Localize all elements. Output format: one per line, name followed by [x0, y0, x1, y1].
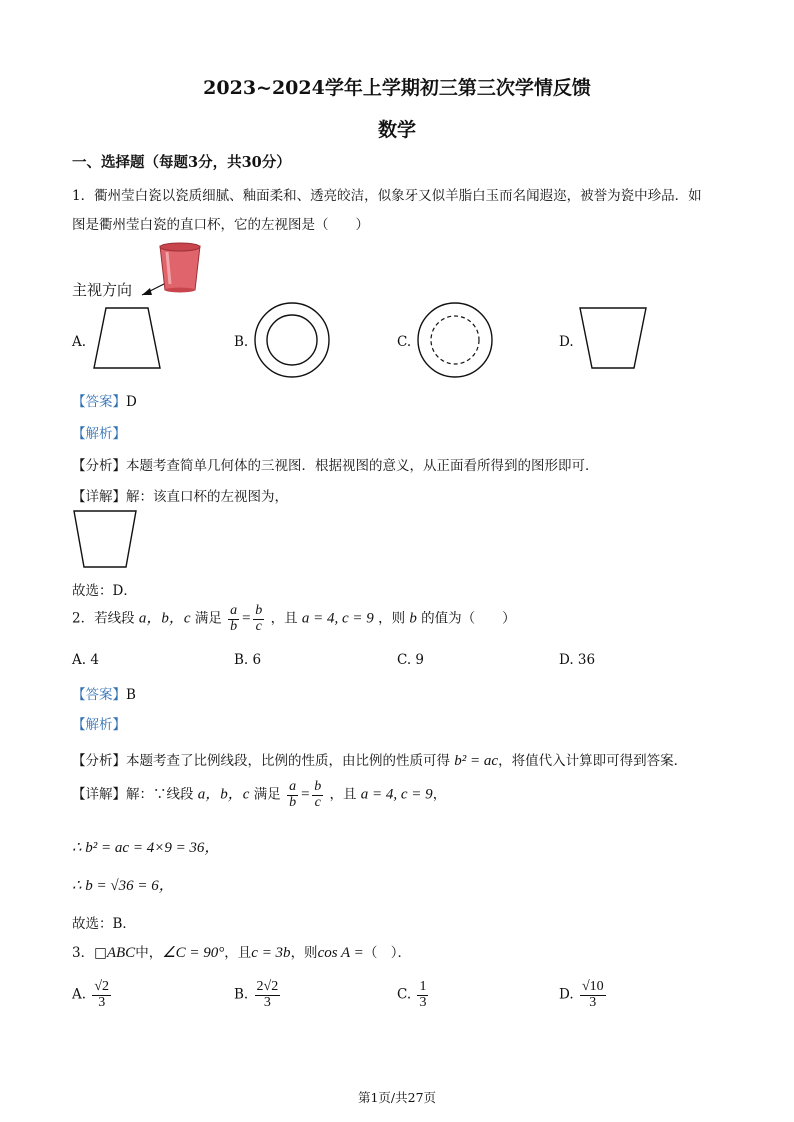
q2-detail-row [72, 780, 446, 810]
q2-step2: ∴ b = √36 = 6， [72, 878, 174, 894]
fenxi-tag: 【分析】 [72, 753, 126, 769]
q3-option-a-fraction: $\frac{√2}{3}$ [94, 979, 110, 1010]
q2-vars: a，b，c [138, 610, 191, 627]
q1-answer: D [126, 394, 137, 410]
detail-tag: 【详解】 [72, 489, 126, 505]
q3-ask: cos A = [317, 945, 364, 961]
q3-angle: ∠C = 90° [162, 945, 225, 961]
q1-answer-row [72, 390, 137, 410]
q1-fenxi-text: 本题考查简单几何体的三视图．根据视图的意义，从正面看所得到的图形即可． [126, 458, 599, 474]
detail-tag: 【详解】 [72, 786, 126, 803]
q2-option-b[interactable]: B. 6 [234, 652, 262, 668]
q2-fraction-bc: $\frac{b}{c}$ [255, 603, 263, 634]
q1-detail-text: 解：该直口杯的左视图为， [126, 489, 288, 505]
q3-option-b[interactable] [234, 980, 282, 1010]
q2-option-d[interactable]: D. 36 [559, 652, 596, 668]
q3-option-d-fraction: $\frac{√10}{3}$ [581, 979, 604, 1010]
q3-stem [72, 941, 411, 962]
q3-option-b-fraction: $\frac{2√2}{3}$ [256, 979, 279, 1010]
answer-tag: 【答案】 [72, 394, 126, 410]
q1-analysis-tag: 【解析】 [72, 426, 126, 442]
direction-label: 主视方向 [72, 281, 133, 299]
q1-stem-line2: 图是衢州莹白瓷的直口杯，它的左视图是（ ） [72, 217, 369, 233]
q3-mid: 中， [135, 945, 163, 961]
q2-detail-b: 满足 [253, 786, 281, 803]
q3-option-c[interactable] [397, 980, 430, 1010]
q1-option-a-label[interactable]: A. [72, 334, 87, 350]
q3-option-d-label: D. [559, 986, 574, 1003]
q2-detail-fraction-ab: $\frac{a}{b}$ [289, 779, 297, 810]
q2-fenxi-a: 本题考查了比例线段，比例的性质，由比例的性质可得 [126, 753, 450, 769]
q3-option-d[interactable] [559, 980, 608, 1010]
q2-detail-a: 解：∵线段 [126, 786, 194, 803]
q3-mid3: ，则 [290, 945, 318, 961]
q2-tail2: 的值为（ ） [421, 610, 516, 627]
q2-fraction-ab: $\frac{a}{b}$ [230, 603, 238, 634]
q3-tail: （ ）． [363, 945, 412, 961]
section-heading: 一、选择题（每题3分，共30分） [72, 154, 291, 171]
q2-analysis-tag: 【解析】 [72, 717, 126, 733]
q1-fenxi-row [72, 454, 599, 474]
q2-fenxi-b: ，将值代入计算即可得到答案． [498, 753, 688, 769]
q3-option-c-fraction: $\frac{1}{3}$ [419, 979, 427, 1010]
page-subtitle: 数学 [377, 119, 416, 141]
q3-cond: c = 3b [251, 945, 291, 961]
page-title: 2023~2024学年上学期初三第三次学情反馈 [203, 77, 591, 99]
q3-mid2: ，且 [224, 945, 252, 961]
q3-triangle: ABC [106, 945, 136, 961]
q2-equals: = [241, 610, 252, 627]
q3-prefix: 3．□ [72, 945, 107, 961]
q2-answer: B [126, 687, 136, 703]
q2-option-a[interactable]: A. 4 [72, 652, 99, 668]
q1-option-d-label[interactable]: D. [559, 334, 574, 350]
q2-option-c[interactable]: C. 9 [397, 652, 425, 668]
left-view-trapezoid-icon [72, 508, 142, 570]
q2-detail-d: ， [432, 786, 447, 803]
fenxi-tag: 【分析】 [72, 458, 126, 474]
q1-option-c-label[interactable]: C. [397, 334, 412, 350]
q2-fenxi-formula: b² = ac [454, 753, 499, 769]
double-circle-icon [252, 300, 332, 380]
q2-choose: 故选：B． [72, 916, 136, 932]
q3-option-b-label: B. [234, 986, 249, 1003]
q3-option-a-label: A. [72, 986, 87, 1003]
q2-step1: ∴ b² = ac = 4×9 = 36， [72, 840, 220, 856]
q2-bvar: b [409, 610, 417, 627]
q2-detail-vars: a，b，c [197, 786, 250, 803]
page-footer: 第1页/共27页 [357, 1090, 437, 1105]
q1-choose: 故选：D． [72, 583, 137, 599]
q2-tail: ，则 [378, 610, 406, 627]
q3-option-c-label: C. [397, 986, 412, 1003]
q2-answer-row [72, 683, 136, 703]
q2-stem [72, 604, 516, 634]
q2-detail-c: ，且 [329, 786, 357, 803]
q2-detail-cond: a = 4, c = 9 [360, 786, 433, 803]
trapezoid-wide-top-icon [578, 304, 658, 376]
q1-option-b-label[interactable]: B. [234, 334, 249, 350]
q2-mid: 满足 [194, 610, 222, 627]
q2-detail-equals: = [300, 786, 311, 803]
q2-detail-fraction-bc: $\frac{b}{c}$ [314, 779, 322, 810]
q1-stem-line1: 1．衢州莹白瓷以瓷质细腻、釉面柔和、透亮皎洁，似象牙又似羊脂白玉而名闻遐迩，被誉为瓷中珍品．如 [72, 188, 702, 204]
q2-fenxi-row [72, 749, 687, 770]
trapezoid-wide-bottom-icon [92, 304, 172, 376]
answer-tag: 【答案】 [72, 687, 126, 703]
q2-cond-pre: ，且 [270, 610, 298, 627]
circle-dashed-inner-icon [415, 300, 495, 380]
q1-detail-row [72, 485, 288, 505]
q2-cond: a = 4, c = 9 [301, 610, 374, 627]
q2-prefix: 2．若线段 [72, 610, 135, 627]
q3-option-a[interactable] [72, 980, 113, 1010]
